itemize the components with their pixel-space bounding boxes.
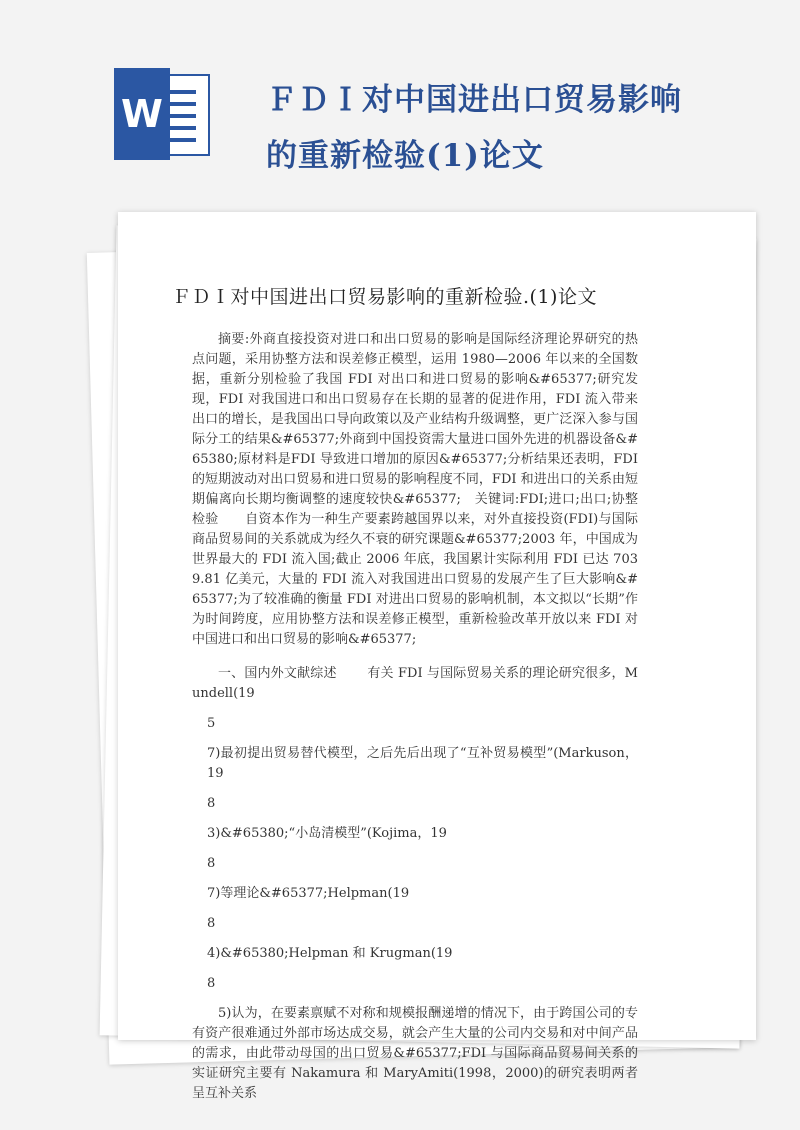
- header-title-line2: 的重新检验(1)论文: [266, 138, 544, 174]
- final-paragraph: 5)认为，在要素禀赋不对称和规模报酬递增的情况下，由于跨国公司的专有资产很难通过外部市场达成交易，就会产生大量的公司内交易和对中间产品的需求，由此带动母国的出口贸易&#65377;FDI 与国际商品贸易间关系的实证研究主要有 Nakamura 和 MaryAmiti(1998，2000)的研究表明两者呈互补关系: [192, 1006, 638, 1101]
- word-letter-badge: W: [114, 68, 170, 160]
- text-fragment: 3)&#65380;“小岛清模型”(Kojima，19: [207, 826, 447, 841]
- header-title-line1: ＦＤＩ对中国进出口贸易影响: [266, 82, 682, 118]
- text-fragment: 7)等理论&#65377;Helpman(19: [207, 886, 410, 901]
- text-fragment: 8: [207, 796, 216, 811]
- text-fragment: 8: [207, 916, 216, 931]
- text-fragment: 8: [207, 856, 216, 871]
- header-title: [266, 72, 736, 184]
- text-fragment: 4)&#65380;Helpman 和 Krugman(19: [207, 946, 453, 961]
- text-fragment: 8: [207, 976, 216, 991]
- abstract-paragraph: 摘要:外商直接投资对进口和出口贸易的影响是国际经济理论界研究的热点问题，采用协整方法和误差修正模型，运用 1980—2006 年以来的全国数据，重新分别检验了我国 FDI 对出口和进口贸易的影响&#65377;研究发现，FDI 对我国进口和出口贸易存在长期的显著的促进作用，FDI 流入带来出口的增长，是我国出口导向政策以及产业结构升级调整，更广泛深入参与国际分工的结果&#65377;外商到中国投资需大量进口国外先进的机器设备&#65380;原材料是FDI 导致进口增加的原因&#65377;分析结果还表明，FDI 的短期波动对出口贸易和进口贸易的影响程度不同，FDI 和进出口的关系由短期偏离向长期均衡调整的速度较快&#65377; 关键词:FDI;进口;出口;协整检验 自资本作为一种生产要素跨越国界以来，对外直接投资(FDI)与国际商品贸易间的关系就成为经久不衰的研究课题&#65377;2003 年，中国成为世界最大的 FDI 流入国;截止 2006 年底，我国累计实际利用 FDI 已达 7039.81 亿美元，大量的 FDI 流入对我国进出口贸易的发展产生了巨大影响&#65377;为了较准确的衡量 FDI 对进出口贸易的影响机制，本文拟以“长期”作为时间跨度，应用协整方法和误差修正模型，重新检验改革开放以来 FDI 对中国进口和出口贸易的影响&#65377;: [192, 332, 638, 647]
- document-title: ＦＤＩ对中国进出口贸易影响的重新检验.(1)论文: [172, 286, 597, 308]
- literature-review-paragraph: 一、国内外文献综述 有关 FDI 与国际贸易关系的理论研究很多，Mundell(19: [192, 666, 638, 701]
- text-fragment: 7)最初提出贸易替代模型，之后先后出现了“互补贸易模型”(Markuson，19: [207, 746, 638, 781]
- document-body: [192, 330, 638, 1104]
- text-fragment: 5: [207, 716, 216, 731]
- word-icon: [108, 68, 212, 160]
